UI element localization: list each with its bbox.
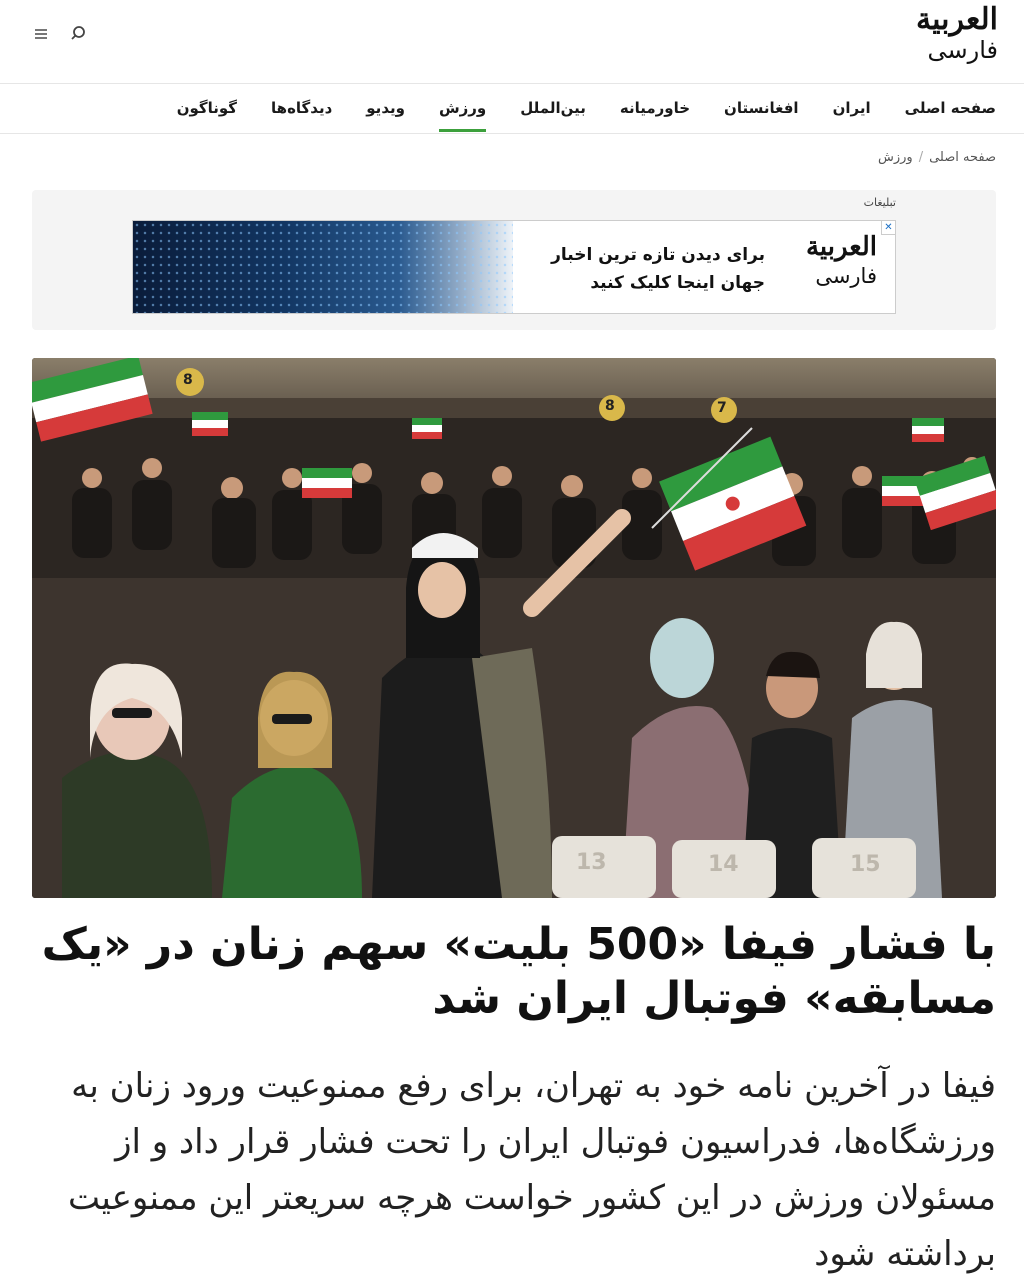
nav-item-sport[interactable]: ورزش (422, 84, 503, 134)
section-sign: 8 (183, 372, 193, 388)
ad-close-icon[interactable]: ✕ (881, 221, 895, 235)
main-nav (0, 84, 1024, 134)
ad-container (32, 190, 996, 330)
nav-list (160, 84, 996, 134)
ad-logo-line-2: فارسی (815, 264, 877, 288)
ad-label: تبلیغات (863, 196, 896, 209)
seat-number: 15 (850, 852, 881, 877)
seat-number: 13 (576, 850, 607, 875)
breadcrumb-current[interactable]: ورزش (878, 150, 913, 165)
logo-line-1: العربية (916, 2, 998, 37)
nav-item-iran[interactable]: ایران (832, 99, 871, 117)
nav-item-video[interactable]: ویدیو (366, 99, 405, 117)
ad-banner[interactable] (132, 220, 896, 314)
ad-text-line-1: برای دیدن تازه ترین اخبار (551, 245, 765, 265)
hamburger-menu-icon[interactable] (30, 22, 54, 46)
section-sign: 8 (605, 398, 615, 414)
section-sign: 7 (717, 400, 727, 416)
ad-text-line-2: جهان اینجا کلیک کنید (590, 273, 765, 293)
nav-item-home[interactable]: صفحه اصلی (904, 99, 996, 117)
breadcrumb (878, 150, 996, 165)
site-logo[interactable] (888, 2, 998, 64)
nav-item-international[interactable]: بین‌الملل (520, 99, 586, 117)
nav-item-opinions[interactable]: دیدگاه‌ها (271, 99, 333, 117)
nav-item-afghanistan[interactable]: افغانستان (724, 99, 799, 117)
nav-item-middle-east[interactable]: خاورمیانه (619, 99, 691, 117)
logo-line-2: فارسی (927, 36, 998, 64)
ad-logo (777, 231, 877, 289)
search-icon[interactable] (66, 22, 90, 46)
article-headline: با فشار فیفا «500 بلیت» سهم زنان در «یک مسابقه» فوتبال ایران شد (41, 919, 996, 1024)
nav-item-misc[interactable]: گوناگون (176, 99, 238, 117)
ad-globe-image (133, 221, 513, 314)
article-lead: فیفا در آخرین نامه خود به تهران، برای رفع ممنوعیت ورود زنان به ورزشگاه‌ها، فدراسیون فوتبال ایران را تحت فشار قرار داد و از مسئولان ورزش در این کشور خواست هرچه سریعتر این ممنوعیت برداشته شود (68, 1066, 996, 1274)
ad-text (551, 241, 765, 297)
seat-number: 14 (708, 852, 739, 877)
ad-logo-line-1: العربية (805, 232, 877, 262)
breadcrumb-separator: / (918, 150, 924, 165)
hero-image (32, 358, 996, 898)
site-header (0, 0, 1024, 84)
breadcrumb-home[interactable]: صفحه اصلی (929, 150, 996, 165)
